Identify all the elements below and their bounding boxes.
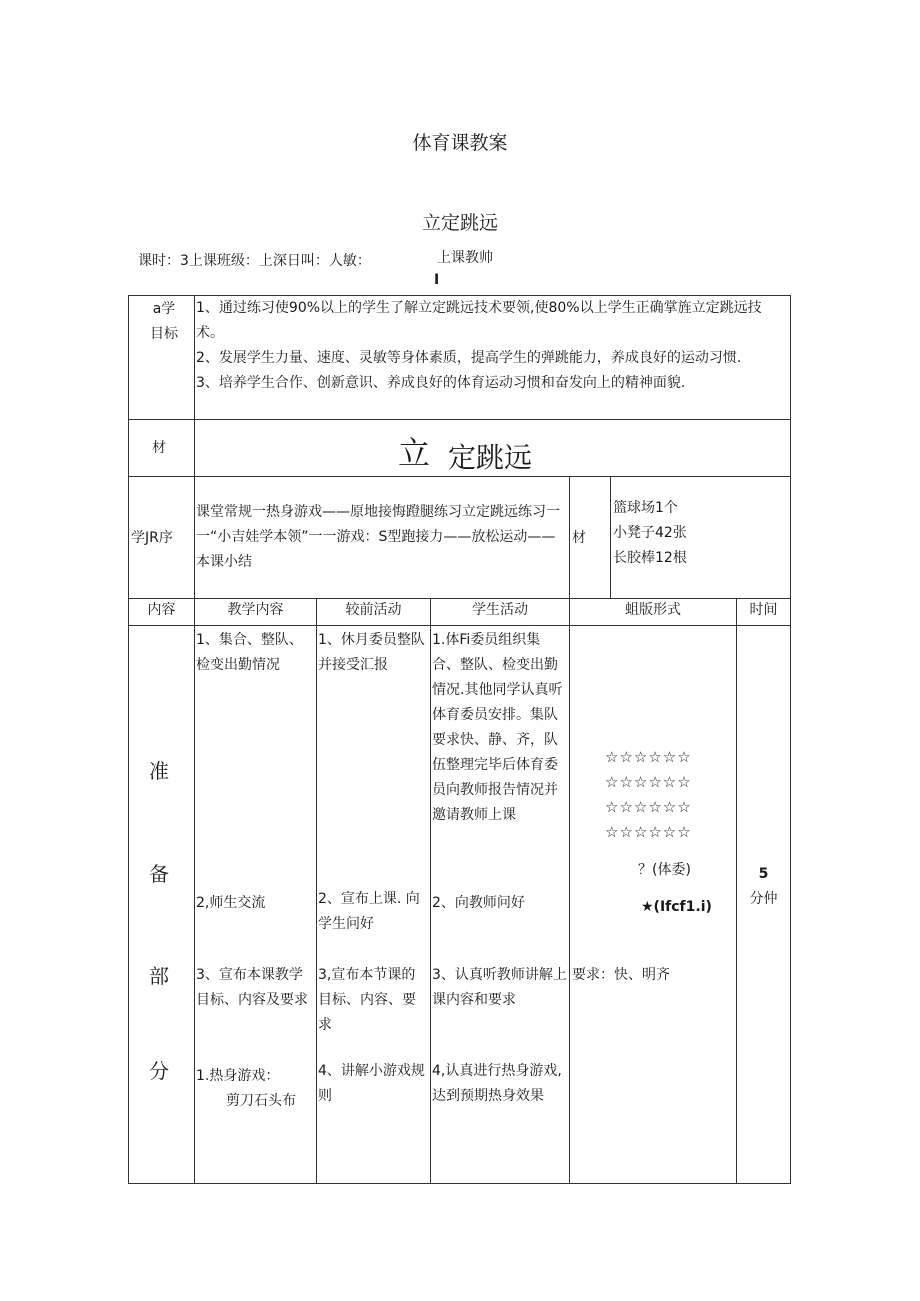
teacher-activity-cell: 4、讲解小游戏规则 bbox=[318, 1063, 425, 1104]
student-activity-cell: 2、向教师问好 bbox=[432, 895, 525, 911]
section-char: 备 bbox=[149, 862, 169, 886]
section-char: 分 bbox=[149, 1059, 169, 1083]
teacher-activity-cell: 2、宣布上课. 向学生问好 bbox=[318, 891, 420, 932]
equipment-label: 材 bbox=[572, 530, 586, 546]
teacher-position-mark: ★(Ifcf1.i) bbox=[641, 899, 712, 915]
time-unit: 分仲 bbox=[749, 891, 778, 907]
col-header: 教学内容 bbox=[227, 602, 284, 618]
content-cell: 1、集合、整队、检变出勤情况 bbox=[196, 632, 303, 673]
committee-mark: ？(体委) bbox=[638, 862, 691, 878]
teacher-activity-cell: 3,宣布本节课的目标、内容、要求 bbox=[318, 967, 416, 1033]
lesson-subtitle: 立定跳远 bbox=[421, 212, 498, 234]
teacher-label: 上课教帅 bbox=[437, 250, 493, 266]
col-header: 较前活动 bbox=[345, 602, 402, 618]
goal-item: 2、发展学生力量、速度、灵敏等身体素质，提高学生的弹跳能力，养成良好的运动习惯. bbox=[196, 350, 742, 366]
student-activity-cell: 3、认真听教师讲解上课内容和要求 bbox=[432, 967, 567, 1008]
material-title-b: 定跳远 bbox=[448, 441, 533, 474]
teacher-activity-cell: 1、休月委员整队并接受汇报 bbox=[318, 632, 425, 673]
col-header: 时间 bbox=[749, 602, 778, 618]
equipment-list bbox=[613, 496, 687, 571]
content-cell: 2,师生交流 bbox=[196, 895, 266, 911]
content-cell-sub: 剪刀石头布 bbox=[226, 1093, 296, 1109]
goals-label: a学 目标 bbox=[150, 301, 178, 342]
student-activity-cell: 4,认真进行热身游戏,达到预期热身效果 bbox=[432, 1063, 562, 1104]
student-activity-cell: 1.体Fi委员组织集合、整队、检变出勤情况.其他同学认真听体育委员安排。集队要求快、静、齐，队伍整理完毕后体育委员向教师报告情况并邀请教师上课 bbox=[432, 632, 563, 823]
teacher-mark: I bbox=[434, 272, 440, 288]
formation-requirement: 要求：快、明齐 bbox=[572, 967, 670, 983]
procedure-text: 课堂常规一热身游戏——原地接悔蹬腿练习立定跳远练习一一“小吉娃学本领”一一游戏：S型跑接力——放松运动——本课小结 bbox=[196, 504, 560, 570]
star-row: ☆☆☆☆☆☆ bbox=[605, 798, 692, 816]
content-cell: 3、宣布本课教学目标、内容及要求 bbox=[196, 967, 308, 1008]
procedure-label: 学JR序 bbox=[131, 530, 173, 546]
material-title-a: 立 bbox=[398, 434, 431, 472]
lesson-meta: 课时：3上课班级：上深日叫：人敏： bbox=[138, 253, 371, 269]
time-value: 5 bbox=[758, 866, 769, 882]
formation-diagram bbox=[605, 745, 692, 845]
goal-item: 1、通过练习使90%以上的学生了解立定跳远技术要领,使80%以上学生正确掌旌立定跳远技术。 bbox=[196, 300, 762, 341]
section-char: 准 bbox=[149, 759, 169, 783]
star-row: ☆☆☆☆☆☆ bbox=[605, 773, 692, 791]
goal-item: 3、培养学生合作、创新意识、养成良好的体育运动习惯和奋发向上的精神面貌. bbox=[196, 375, 686, 391]
col-header: 内容 bbox=[147, 602, 176, 618]
content-cell: 1.热身游戏： bbox=[196, 1068, 280, 1084]
section-char: 部 bbox=[149, 964, 169, 988]
col-header: 学生活动 bbox=[472, 602, 528, 618]
equipment-item: 小凳子42张 bbox=[613, 525, 687, 541]
star-row: ☆☆☆☆☆☆ bbox=[605, 748, 692, 766]
page-title: 体育课教案 bbox=[412, 132, 508, 154]
goals-list bbox=[196, 296, 786, 396]
equipment-item: 长胶棒12根 bbox=[613, 550, 687, 566]
material-label: 材 bbox=[152, 440, 166, 456]
col-header: 蛆版形式 bbox=[625, 602, 681, 618]
equipment-item: 篮球场1个 bbox=[613, 500, 678, 516]
star-row: ☆☆☆☆☆☆ bbox=[605, 823, 692, 841]
